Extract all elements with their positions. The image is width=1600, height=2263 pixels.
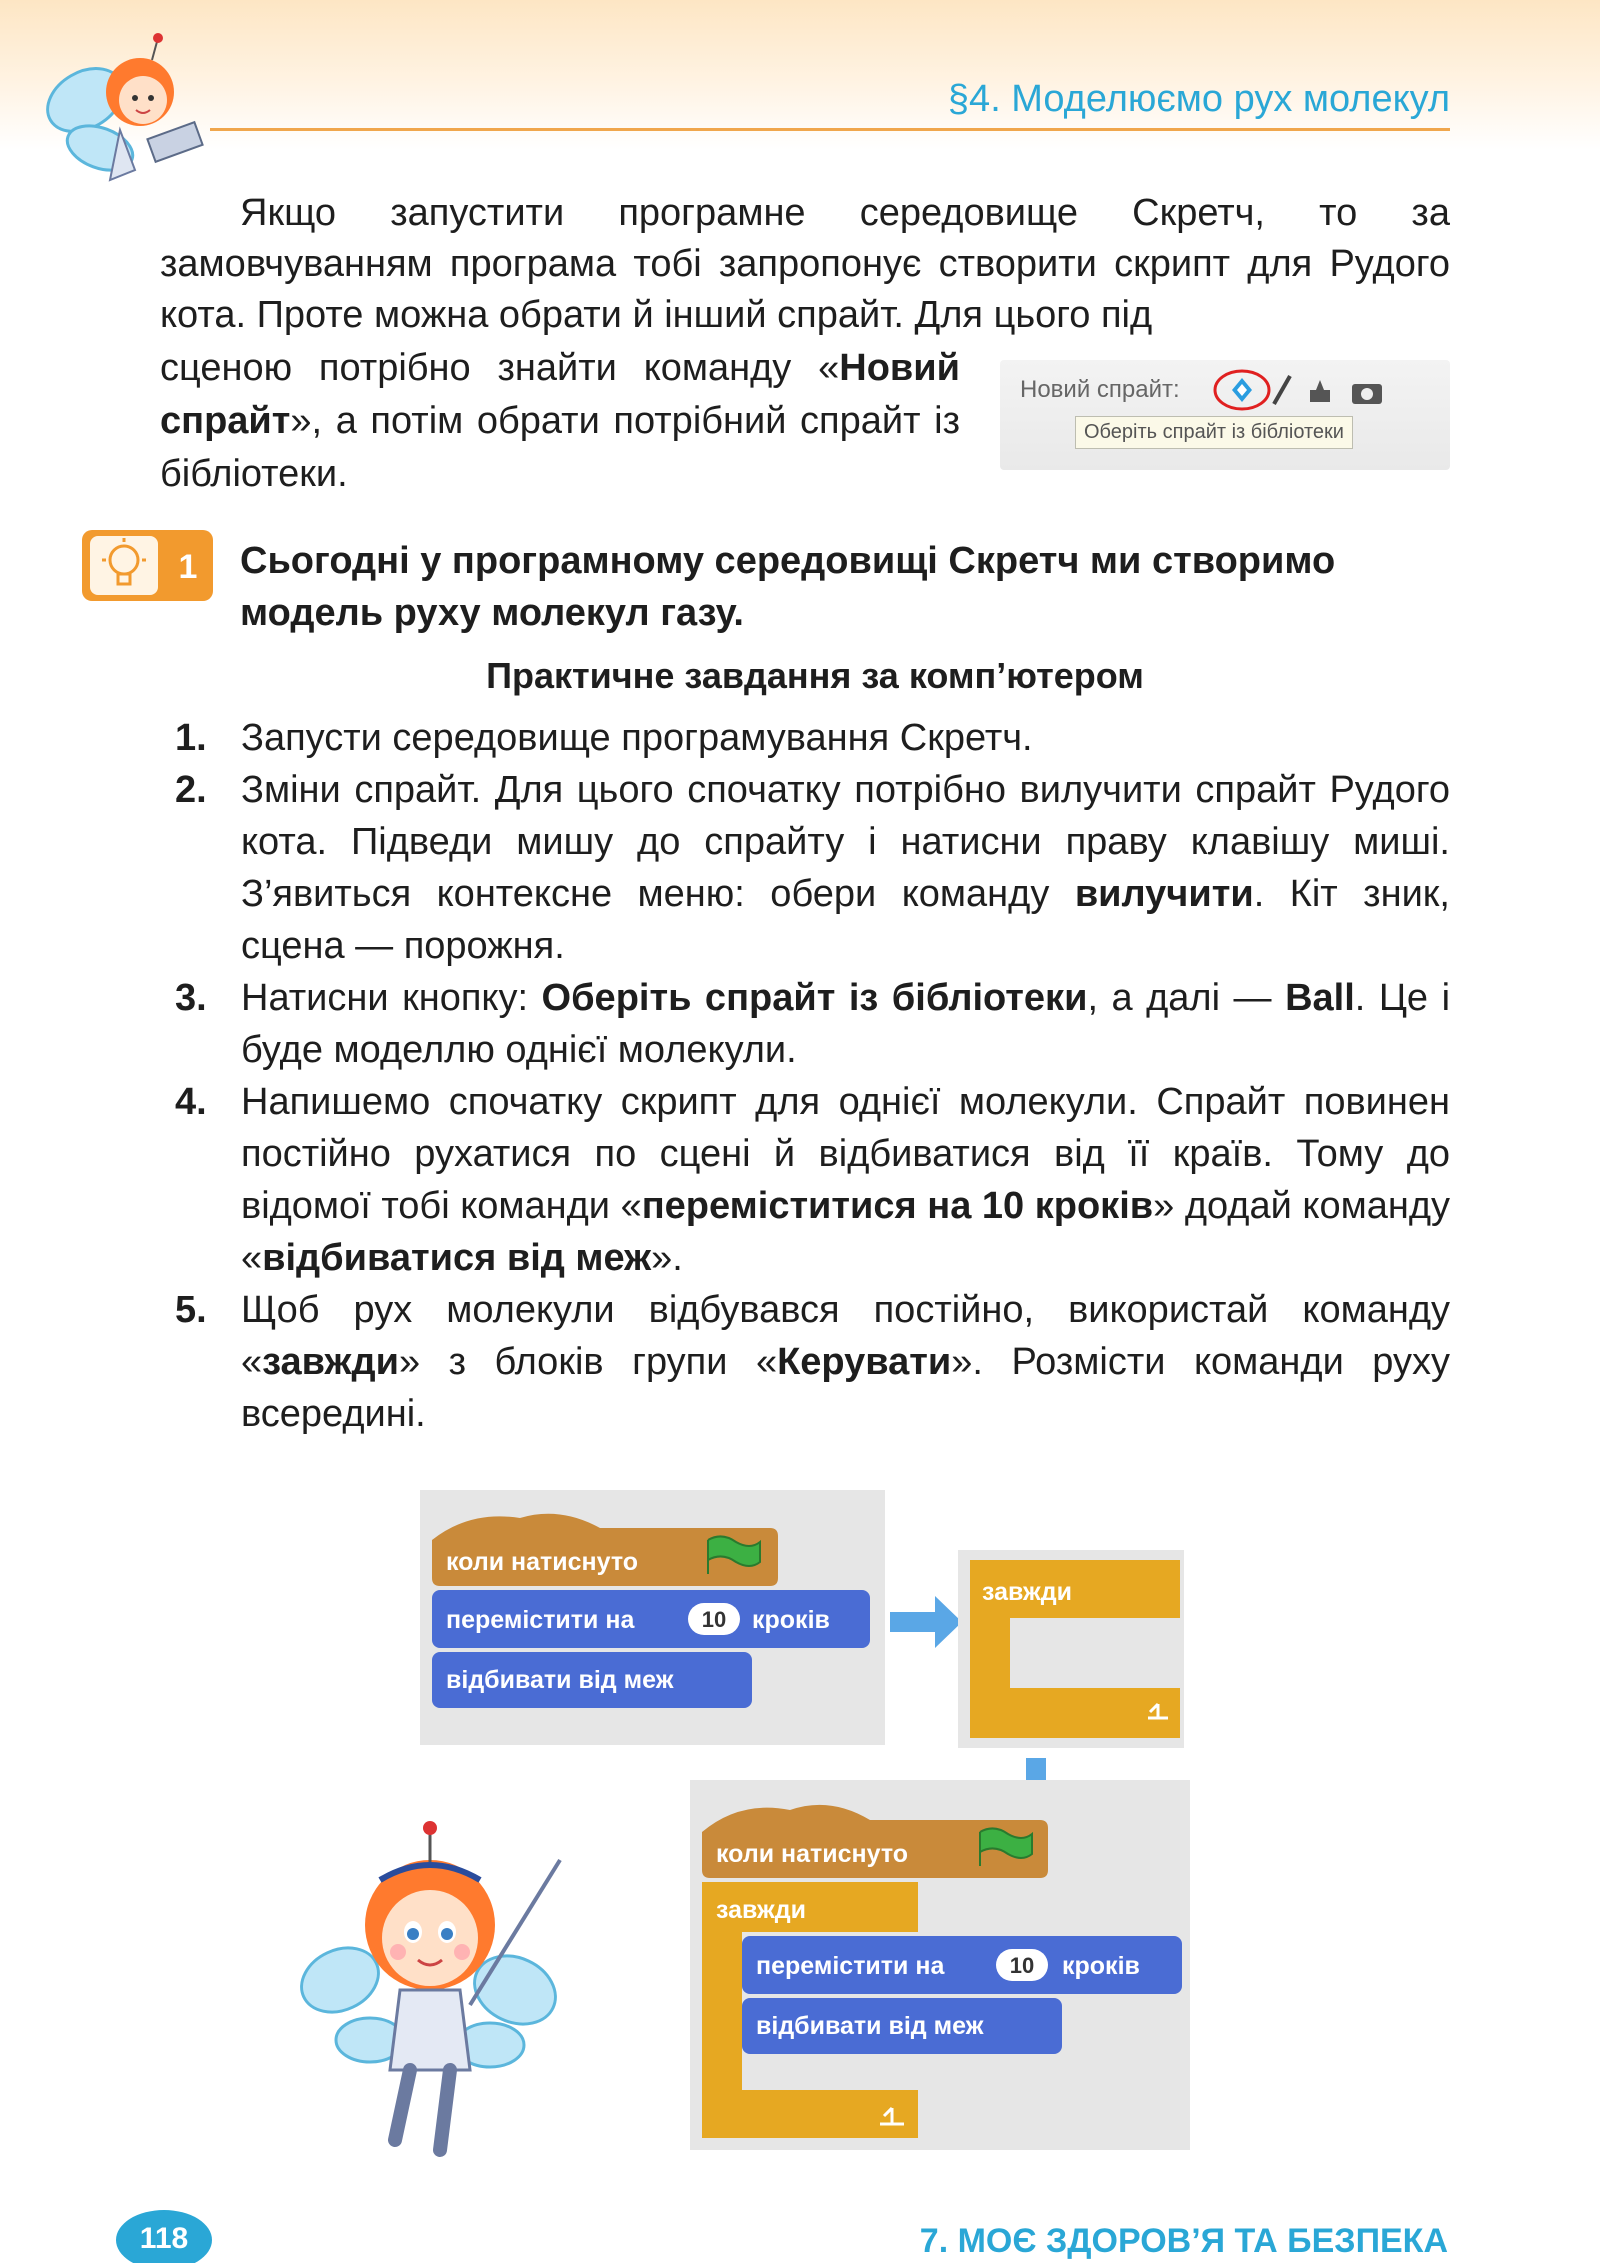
list-item — [175, 712, 1450, 764]
task-text: Напишемо спочатку скрипт для однієї молекули. Спрайт повинен постійно рухатися по сцені й відбиватися від її країв. Тому до відомої тобі команди «переміститися на 10 кроків» додай команду «відбиватися від меж». — [241, 1081, 1450, 1279]
new-sprite-label: Новий спрайт: — [1020, 376, 1180, 403]
steps-value: 10 — [701, 1607, 727, 1632]
block-label: коли натиснуто — [716, 1840, 909, 1868]
task-number: 3. — [175, 977, 207, 1019]
new-sprite-widget — [1000, 360, 1450, 470]
block-label: відбивати від меж — [756, 2012, 984, 2040]
new-sprite-term: Новий спрайт — [160, 347, 960, 442]
arrow-right-icon — [890, 1596, 962, 1648]
task-number: 4. — [175, 1081, 207, 1123]
steps-value: 10 — [1009, 1953, 1035, 1978]
task-text: Щоб рух молекули відбувався постійно, використай команду «завжди» з блоків групи «Керувати». Розмісти команди руху всередині. — [241, 1289, 1451, 1435]
practice-title: Практичне завдання за комп’ютером — [486, 655, 1144, 696]
block-label: коли натиснуто — [446, 1548, 639, 1576]
block-label: завжди — [982, 1578, 1073, 1606]
task-list — [175, 712, 1450, 1440]
sprite-tool-icons — [1212, 368, 1432, 412]
block-label: кроків — [752, 1606, 830, 1634]
block-label: кроків — [1062, 1952, 1140, 1980]
chapter-title: 7. МОЄ ЗДОРОВ’Я ТА БЕЗПЕКА — [919, 2222, 1448, 2260]
fairy-wand-illustration — [300, 1820, 590, 2160]
list-item — [175, 1284, 1450, 1440]
task-text: Зміни спрайт. Для цього спочатку потрібно вилучити спрайт Рудого кота. Підведи мишу до спрайту і натисни праву клавішу миші. З’явиться контексне меню: обери команду вилучити. Кіт зник, сцена — порожня. — [241, 769, 1450, 967]
block-label: перемістити на — [446, 1606, 635, 1634]
idea-text: Сьогодні у програмному середовищі Скретч ми створимо модель руху молекул газу. — [240, 540, 1336, 634]
choose-sprite-tooltip: Оберіть спрайт із бібліотеки — [1075, 416, 1353, 449]
list-item — [175, 972, 1450, 1076]
header-rule — [210, 128, 1450, 131]
lightbulb-icon — [80, 528, 215, 603]
task-text: Натисни кнопку: Оберіть спрайт із бібліотеки, а далі — Ball. Це і буде моделлю однієї молекули. — [241, 977, 1451, 1071]
block-label: перемістити на — [756, 1952, 945, 1980]
list-item — [175, 764, 1450, 972]
task-number: 5. — [175, 1289, 207, 1331]
scratch-blocks-illustration — [0, 1470, 1600, 2170]
task-text: Запусти середовище програмування Скретч. — [241, 717, 1033, 759]
block-label: відбивати від меж — [446, 1666, 674, 1694]
task-number: 2. — [175, 769, 207, 811]
task-number: 1. — [175, 717, 207, 759]
intro-paragraph-continued — [160, 342, 960, 501]
fairy-laptop-illustration — [40, 30, 230, 205]
intro-text: сценою потрібно знайти команду « — [160, 347, 840, 389]
intro-paragraph: Якщо запустити програмне середовище Скретч, то за замовчуванням програма тобі запропонує створити скрипт для Рудого кота. Проте можна обрати й інший спрайт. Для цього під — [160, 192, 1450, 336]
section-title: §4. Моделюємо рух молекул — [947, 78, 1450, 120]
block-label: завжди — [716, 1896, 807, 1924]
list-item — [175, 1076, 1450, 1284]
page-number: 118 — [116, 2210, 212, 2263]
intro-text: », а потім обрати потрібний спрайт із бібліотеки. — [160, 400, 960, 495]
idea-number: 1 — [178, 548, 198, 586]
